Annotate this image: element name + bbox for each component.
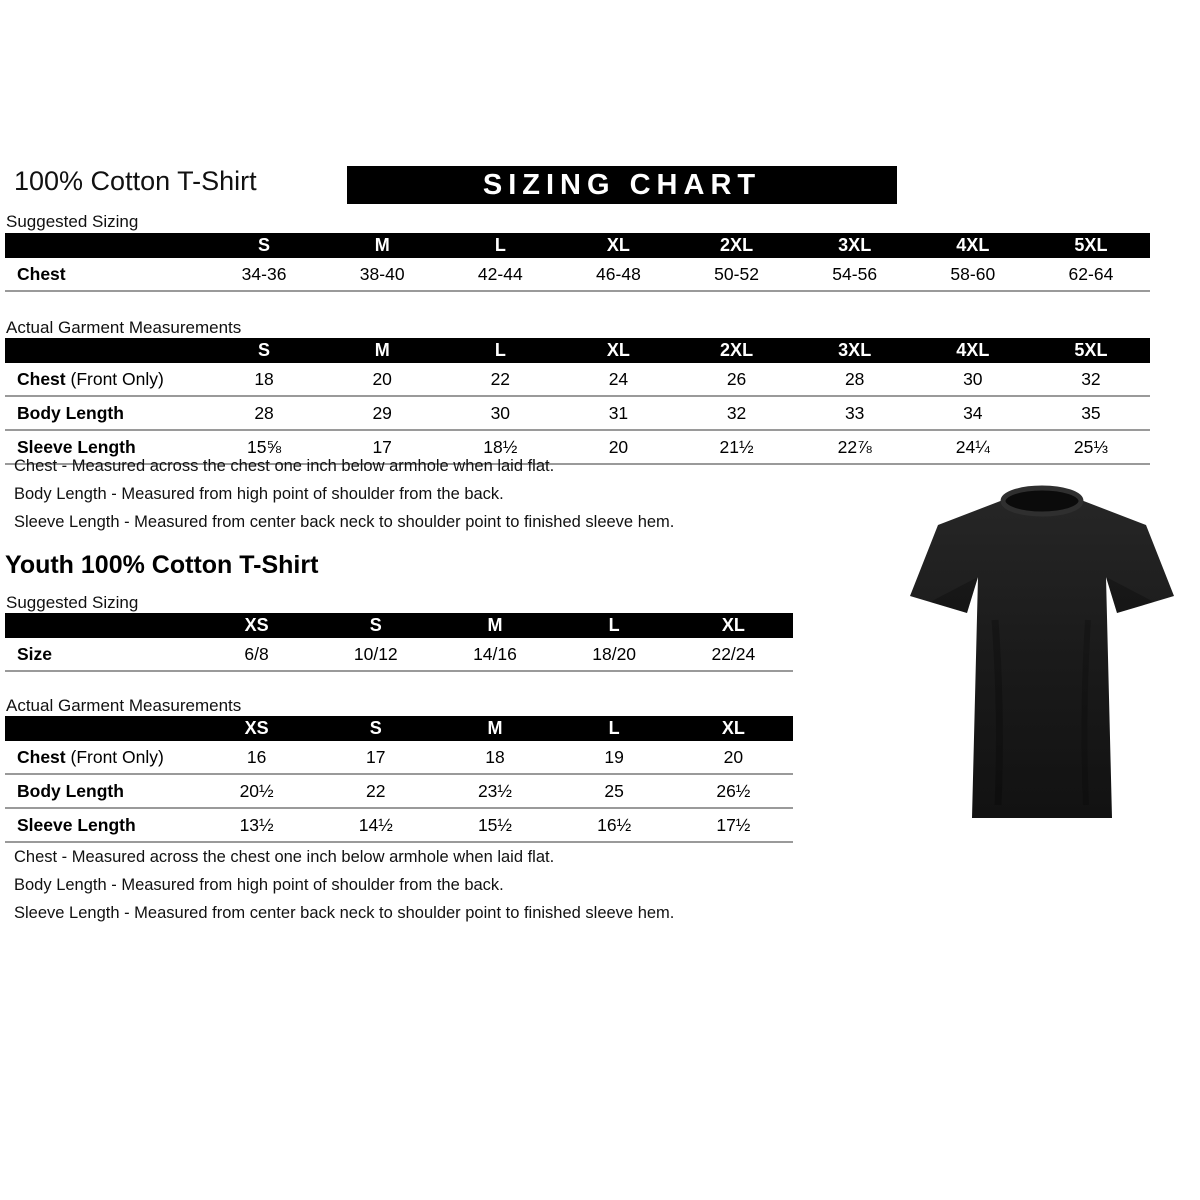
measurement-row: [5, 258, 1150, 291]
size-column-header: XL: [674, 716, 793, 741]
measurement-cell: 54-56: [796, 258, 914, 291]
measurement-cell: 26: [678, 363, 796, 396]
size-column-header: L: [555, 613, 674, 638]
row-label: [5, 774, 197, 808]
youth-section-title: Youth 100% Cotton T-Shirt: [5, 551, 319, 579]
adult-sleeve-length-note: Sleeve Length - Measured from center back neck to shoulder point to finished sleeve hem.: [14, 513, 675, 531]
measurement-cell: 28: [205, 396, 323, 430]
row-label-text: Chest: [17, 369, 66, 389]
measurement-row: [5, 363, 1150, 396]
measurement-row: [5, 638, 793, 671]
measurement-cell: 50-52: [678, 258, 796, 291]
youth-suggested-sizing-label: Suggested Sizing: [6, 593, 139, 612]
measurement-row: [5, 396, 1150, 430]
measurement-cell: 17½: [674, 808, 793, 842]
youth-body-length-note: Body Length - Measured from high point of shoulder from the back.: [14, 876, 504, 894]
tshirt-fold-right: [1084, 620, 1088, 805]
measurement-cell: 18: [205, 363, 323, 396]
youth-suggested-sizing-table: [5, 613, 793, 672]
measurement-cell: 21½: [678, 430, 796, 464]
row-label-text: Sleeve Length: [17, 815, 136, 835]
measurement-cell: 38-40: [323, 258, 441, 291]
measurement-cell: 62-64: [1032, 258, 1150, 291]
row-label: [5, 396, 205, 430]
measurement-row: [5, 774, 793, 808]
measurement-cell: 33: [796, 396, 914, 430]
size-column-header: L: [441, 338, 559, 363]
measurement-cell: 16½: [555, 808, 674, 842]
adult-actual-measurements-table: [5, 338, 1150, 465]
measurement-cell: 28: [796, 363, 914, 396]
row-label: [5, 258, 205, 291]
size-column-header: XL: [559, 233, 677, 258]
size-column-header: 5XL: [1032, 233, 1150, 258]
size-column-header: L: [441, 233, 559, 258]
measurement-cell: 32: [678, 396, 796, 430]
tshirt-graphic: [892, 470, 1192, 842]
size-column-header: XL: [559, 338, 677, 363]
measurement-cell: 19: [555, 741, 674, 774]
youth-chest-note: Chest - Measured across the chest one inch below armhole when laid flat.: [14, 848, 555, 866]
row-label-text: Body Length: [17, 781, 124, 801]
measurement-cell: 20: [323, 363, 441, 396]
measurement-cell: 29: [323, 396, 441, 430]
size-column-header: L: [555, 716, 674, 741]
adult-actual-measurements-label: Actual Garment Measurements: [6, 318, 242, 337]
measurement-cell: 34-36: [205, 258, 323, 291]
size-column-header: M: [323, 338, 441, 363]
measurement-cell: 20½: [197, 774, 316, 808]
measurement-cell: 32: [1032, 363, 1150, 396]
measurement-row: [5, 741, 793, 774]
size-column-header: XL: [674, 613, 793, 638]
measurement-cell: 15⅝: [205, 430, 323, 464]
tshirt-body: [910, 500, 1174, 818]
tshirt-collar: [1003, 488, 1081, 514]
row-label-text: Body Length: [17, 403, 124, 423]
size-column-header: 4XL: [914, 233, 1032, 258]
size-column-header: 4XL: [914, 338, 1032, 363]
measurement-cell: 30: [914, 363, 1032, 396]
measurement-cell: 25⅓: [1032, 430, 1150, 464]
measurement-cell: 58-60: [914, 258, 1032, 291]
measurement-cell: 14½: [316, 808, 435, 842]
measurement-cell: 34: [914, 396, 1032, 430]
row-label: Chest (Front Only): [5, 363, 205, 396]
row-label: [5, 638, 197, 671]
measurement-cell: 42-44: [441, 258, 559, 291]
measurement-cell: 23½: [435, 774, 554, 808]
size-column-header: XS: [197, 613, 316, 638]
size-column-header: 2XL: [678, 233, 796, 258]
measurement-cell: 22/24: [674, 638, 793, 671]
measurement-cell: 22⅞: [796, 430, 914, 464]
size-header-row: [5, 613, 793, 638]
size-header-row: [5, 233, 1150, 258]
measurement-cell: 10/12: [316, 638, 435, 671]
sizing-chart-banner: SIZING CHART: [347, 166, 897, 204]
size-column-header: S: [205, 233, 323, 258]
row-label-header: [5, 716, 197, 741]
size-column-header: 3XL: [796, 233, 914, 258]
measurement-cell: 22: [316, 774, 435, 808]
measurement-cell: 18½: [441, 430, 559, 464]
adult-suggested-sizing-label: Suggested Sizing: [6, 212, 139, 231]
size-column-header: 5XL: [1032, 338, 1150, 363]
size-column-header: 2XL: [678, 338, 796, 363]
measurement-cell: 17: [323, 430, 441, 464]
size-column-header: M: [435, 613, 554, 638]
size-column-header: 3XL: [796, 338, 914, 363]
row-label-text: Chest: [17, 747, 66, 767]
measurement-cell: 17: [316, 741, 435, 774]
adult-section-title: 100% Cotton T-Shirt: [14, 166, 257, 196]
measurement-cell: 20: [559, 430, 677, 464]
row-label-header: [5, 338, 205, 363]
youth-actual-measurements-label: Actual Garment Measurements: [6, 696, 242, 715]
youth-actual-measurements-table: [5, 716, 793, 843]
size-column-header: M: [323, 233, 441, 258]
measurement-cell: 35: [1032, 396, 1150, 430]
size-column-header: M: [435, 716, 554, 741]
adult-suggested-sizing-table: [5, 233, 1150, 292]
measurement-cell: 31: [559, 396, 677, 430]
adult-body-length-note: Body Length - Measured from high point of shoulder from the back.: [14, 485, 504, 503]
size-column-header: XS: [197, 716, 316, 741]
size-header-row: [5, 338, 1150, 363]
measurement-cell: 20: [674, 741, 793, 774]
measurement-cell: 26½: [674, 774, 793, 808]
row-label-header: [5, 233, 205, 258]
measurement-cell: 46-48: [559, 258, 677, 291]
row-label-header: [5, 613, 197, 638]
adult-chest-note: Chest - Measured across the chest one inch below armhole when laid flat.: [14, 457, 555, 475]
measurement-cell: 24¼: [914, 430, 1032, 464]
measurement-cell: 25: [555, 774, 674, 808]
size-header-row: [5, 716, 793, 741]
measurement-cell: 22: [441, 363, 559, 396]
row-label-text: Chest: [17, 264, 66, 284]
size-column-header: S: [316, 613, 435, 638]
row-label-text: Size: [17, 644, 53, 664]
measurement-cell: 6/8: [197, 638, 316, 671]
row-label-text: Sleeve Length: [17, 437, 136, 457]
measurement-cell: 24: [559, 363, 677, 396]
measurement-cell: 13½: [197, 808, 316, 842]
row-label: Chest (Front Only): [5, 741, 197, 774]
measurement-cell: 15½: [435, 808, 554, 842]
measurement-cell: 14/16: [435, 638, 554, 671]
tshirt-image: [892, 470, 1192, 842]
size-column-header: S: [205, 338, 323, 363]
measurement-row: [5, 808, 793, 842]
youth-sleeve-length-note: Sleeve Length - Measured from center back neck to shoulder point to finished sleeve hem.: [14, 904, 675, 922]
measurement-cell: 16: [197, 741, 316, 774]
measurement-cell: 18: [435, 741, 554, 774]
size-column-header: S: [316, 716, 435, 741]
measurement-cell: 30: [441, 396, 559, 430]
measurement-cell: 18/20: [555, 638, 674, 671]
row-label: [5, 808, 197, 842]
